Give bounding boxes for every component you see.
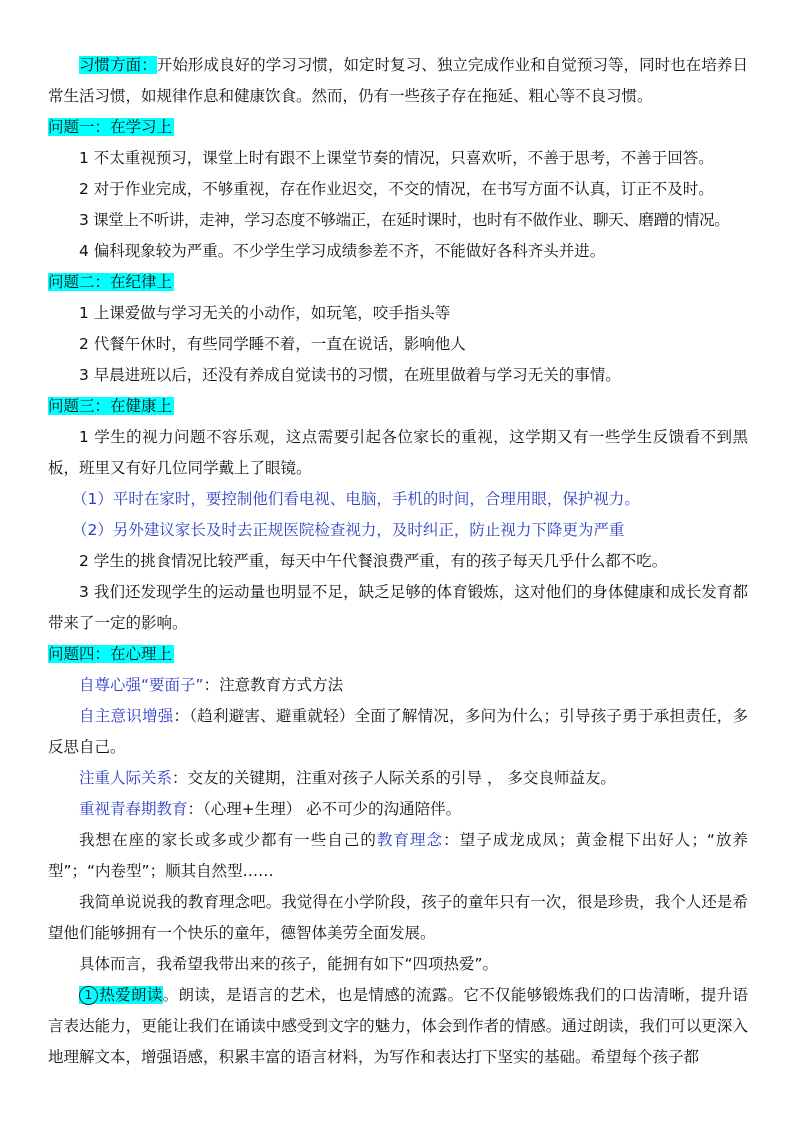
section-heading-discipline: 问题二：在纪律上 (48, 273, 173, 291)
point-text: ：（心理+生理） 必不可少的沟通陪伴。 (187, 800, 462, 818)
intro-label: 习惯方面： (79, 56, 157, 74)
love-reading-label: 1 热爱朗读 (79, 986, 163, 1004)
philosophy-term: 教育理念 (376, 831, 444, 849)
list-item: 2 学生的挑食情况比较严重，每天中午代餐浪费严重，有的孩子每天几乎什么都不吃。 (79, 552, 668, 570)
point-label: 注重人际关系 (79, 769, 173, 787)
list-subitem: （2）另外建议家长及时去正规医院检查视力，及时纠正，防止视力下降更为严重 (72, 521, 625, 539)
point-label: 自尊心强“要面子” (79, 676, 204, 694)
document-page (48, 0, 748, 1073)
section-heading-psychology: 问题四：在心理上 (48, 645, 173, 663)
list-subitem: （1）平时在家时，要控制他们看电视、电脑，手机的时间，合理用眼，保护视力。 (72, 490, 640, 508)
psychology-point (48, 794, 748, 825)
list-item: 3 早晨进班以后，还没有养成自觉读书的习惯，在班里做着与学习无关的事情。 (79, 366, 621, 384)
point-text: ：（趋利避害、避重就轻）全面了解情况，多问为什么；引导孩子勇于承担责任，多反思自己。 (48, 707, 748, 756)
list-item: 2 对于作业完成，不够重视，存在作业迟交，不交的情况，在书写方面不认真，订正不及时。 (79, 180, 714, 198)
intro-paragraph (48, 50, 748, 112)
point-text: ：交友的关键期，注重对孩子人际关系的引导 ， 多交良师益友。 (172, 769, 616, 787)
philosophy-paragraph: 我想在座的家长或多或少都有一些自己的教育理念：望子成龙成凤；黄金棍下出好人；“放养型”；“内卷型”；顺其自然型…… (48, 831, 748, 880)
list-item: 1 不太重视预习，课堂上时有跟不上课堂节奏的情况，只喜欢听，不善于思考，不善于回答。 (79, 149, 714, 167)
point-label: 自主意识增强 (79, 707, 174, 725)
philosophy-paragraph-2: 我简单说说我的教育理念吧。我觉得在小学阶段，孩子的童年只有一次，很是珍贵，我个人还是希望他们能够拥有一个快乐的童年，德智体美劳全面发展。 (48, 893, 748, 942)
list-item: 1 学生的视力问题不容乐观，这点需要引起各位家长的重视，这学期又有一些学生反馈看不到黑板，班里又有好几位同学戴上了眼镜。 (48, 428, 748, 477)
psychology-point (48, 701, 748, 763)
love-reading-paragraph (48, 980, 748, 1073)
list-item: 3 我们还发现学生的运动量也明显不足，缺乏足够的体育锻炼，这对他们的身体健康和成长发育都带来了一定的影响。 (48, 583, 748, 632)
philosophy-paragraph-3: 具体而言，我希望我带出来的孩子，能拥有如下“四项热爱”。 (79, 955, 499, 973)
point-label: 重视青春期教育 (79, 800, 188, 818)
section-heading-study: 问题一：在学习上 (48, 118, 173, 136)
list-item: 4 偏科现象较为严重。不少学生学习成绩参差不齐，不能做好各科齐头并进。 (79, 242, 606, 260)
intro-text: 开始形成良好的学习习惯，如定时复习、独立完成作业和自觉预习等，同时也在培养日常生活习惯，如规律作息和健康饮食。然而，仍有一些孩子存在拖延、粗心等不良习惯。 (48, 56, 748, 105)
list-item: 1 上课爱做与学习无关的小动作，如玩笔，咬手指头等 (79, 304, 451, 322)
psychology-point (48, 670, 748, 701)
list-item: 2 代餐午休时，有些同学睡不着，一直在说话，影响他人 (79, 335, 466, 353)
circled-number: 1 (79, 986, 98, 1005)
psychology-point (48, 763, 748, 794)
section-heading-health: 问题三：在健康上 (48, 397, 173, 415)
list-item: 3 课堂上不听讲，走神，学习态度不够端正，在延时课时，也时有不做作业、聊天、磨蹭的情况。 (79, 211, 730, 229)
point-text: ：注意教育方式方法 (203, 676, 344, 694)
love-reading-text: 。朗读，是语言的艺术，也是情感的流露。它不仅能够锻炼我们的口齿清晰，提升语言表达能力，更能让我们在诵读中感受到文字的魅力，体会到作者的情感。通过朗读，我们可以更深入地理解文本，增强语感，积累丰富的语言材料，为写作和表达打下坚实的基础。希望每个孩子都 (48, 986, 748, 1066)
